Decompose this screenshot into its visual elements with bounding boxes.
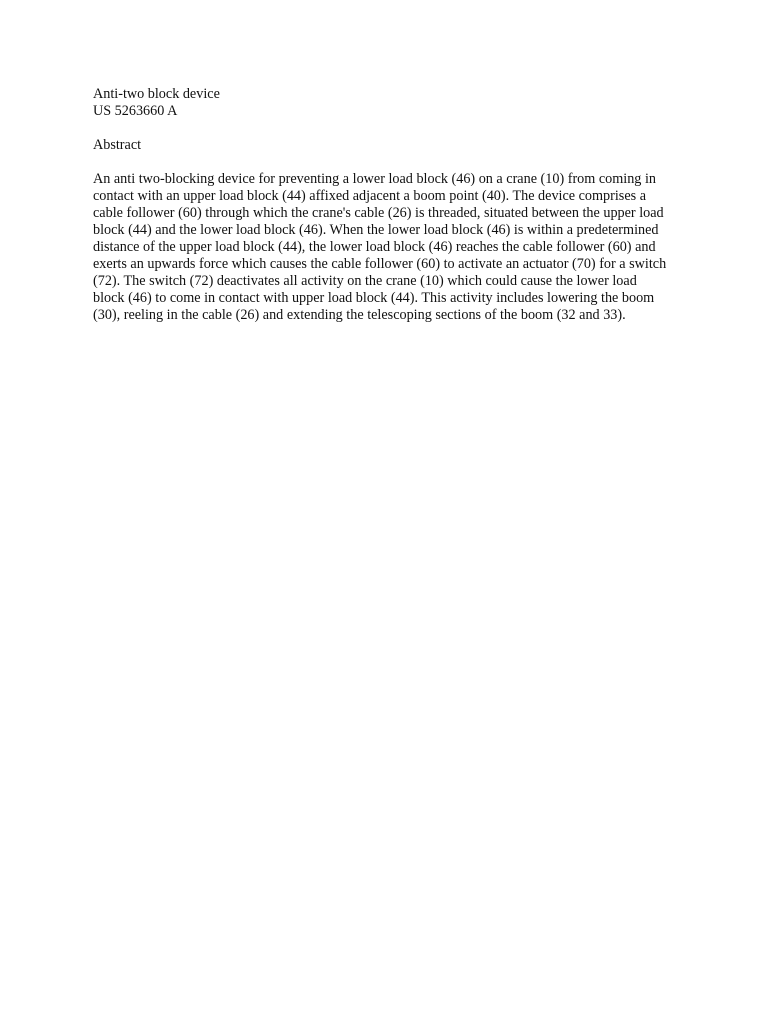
abstract-paragraph: An anti two-blocking device for preventing a lower load block (46) on a crane (10) from coming in contact with an upper load block (44) affixed adjacent a boom point (40). The device comprises a cable follower (60) through which the crane's cable (26) is threaded, situated between the upper load block (44) and the lower load block (46). When the lower load block (46) is within a predetermined distance of the upper load block (44), the lower load block (46) reaches the cable follower (60) and exerts an upwards force which causes the cable follower (60) to activate an actuator (70) for a switch (72). The switch (72) deactivates all activity on the crane (10) which could cause the lower load block (46) to come in contact with upper load block (44). This activity includes lowering the boom (30), reeling in the cable (26) and extending the telescoping sections of the boom (32 and 33). <box>93 171 667 323</box>
spacer <box>93 154 683 171</box>
document-title: Anti-two block device <box>93 86 220 102</box>
section-heading: Abstract <box>93 137 142 153</box>
document-page <box>93 86 683 324</box>
patent-number: US 5263660 A <box>93 103 178 119</box>
spacer <box>93 120 683 137</box>
